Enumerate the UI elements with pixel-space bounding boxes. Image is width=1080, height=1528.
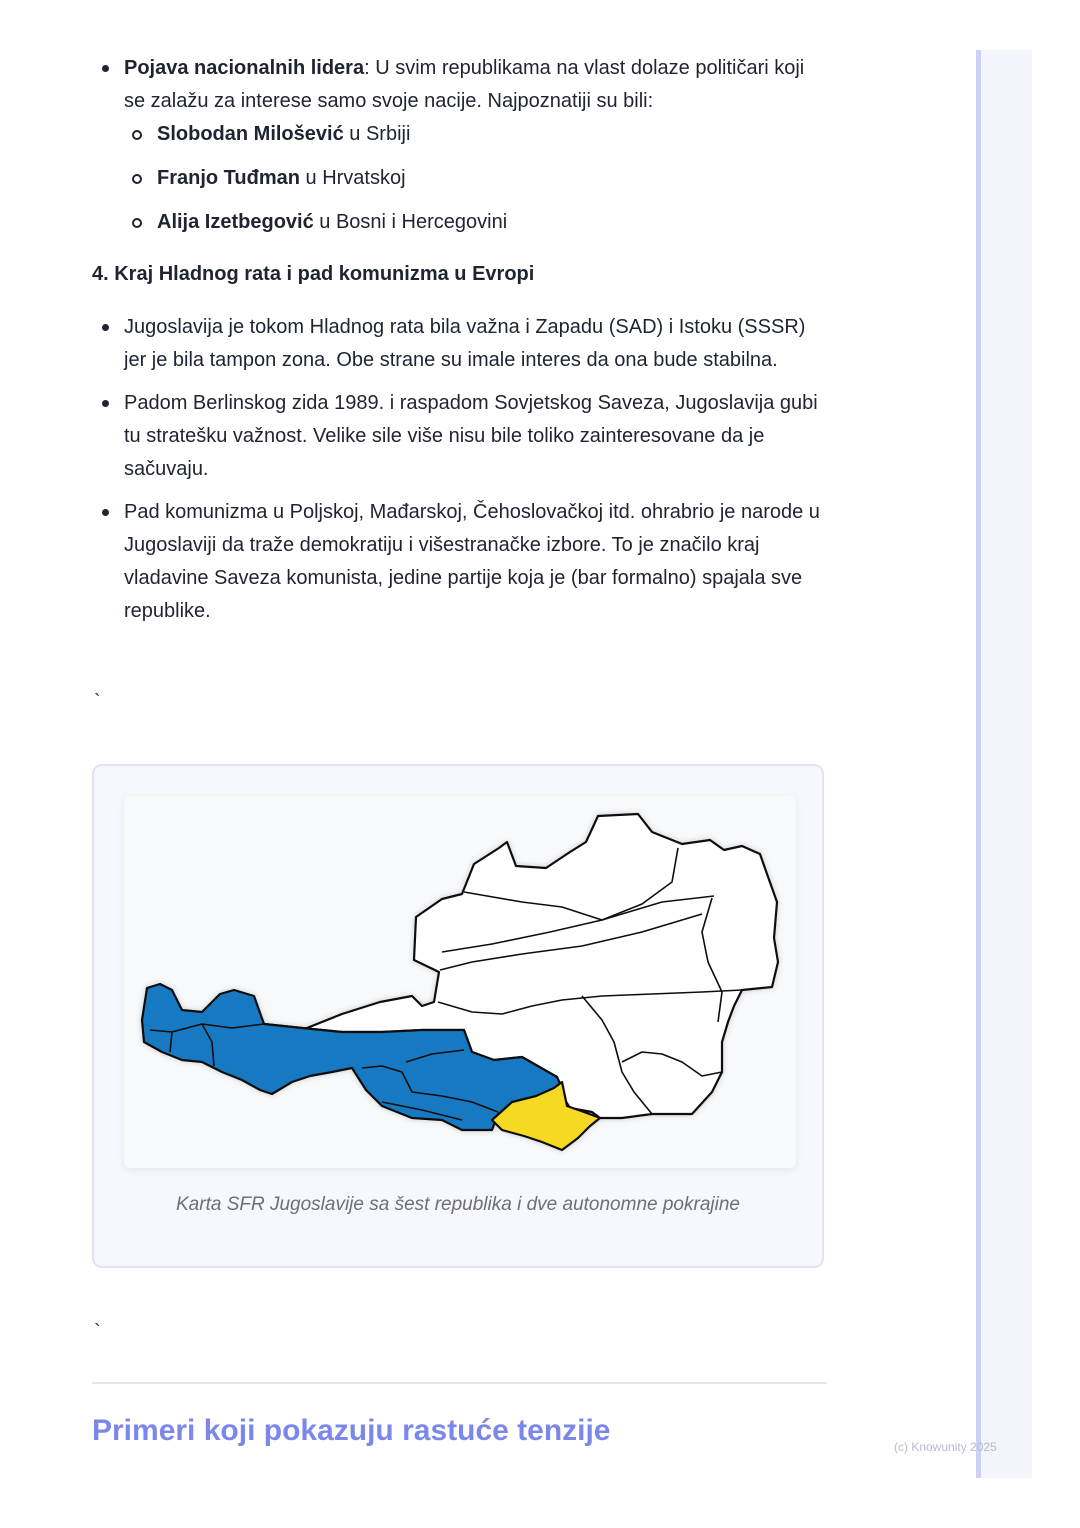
sidebar-accent-line xyxy=(976,50,981,1478)
leaders-sublist xyxy=(124,118,827,239)
sub-list-item xyxy=(124,118,827,151)
section-heading: 4. Kraj Hladnog rata i pad komunizma u Evropi xyxy=(92,263,535,285)
sub-list-item xyxy=(124,162,827,195)
stray-backtick: ` xyxy=(94,1321,101,1343)
leader-name: Alija Izetbegović xyxy=(157,211,314,233)
bold-term: Pojava nacionalnih lidera xyxy=(124,57,365,79)
list-item: Pad komunizma u Poljskoj, Mađarskoj, Čehoslovačkoj itd. ohrabrio je narode u Jugoslaviji da traže demokratiju i višestranačke izbore. To je značilo kraj vladavine Saveza komunista, jedine partije koja je (bar formalno) spajala sve republike. xyxy=(92,496,827,628)
list-item: Jugoslavija je tokom Hladnog rata bila važna i Zapadu (SAD) i Istoku (SSSR) jer je bila tampon zona. Obe strane su imale interes da ona bude stabilna. xyxy=(92,311,827,377)
section4-list xyxy=(92,311,827,628)
list-item xyxy=(92,52,827,239)
leader-place: u Hrvatskoj xyxy=(299,167,406,189)
leader-name: Slobodan Milošević xyxy=(157,123,344,145)
stray-backtick: ` xyxy=(94,691,101,713)
list-item: Padom Berlinskog zida 1989. i raspadom Sovjetskog Saveza, Jugoslavija gubi tu stratešku važnost. Velike sile više nisu bile toliko zainteresovane da je sačuvaju. xyxy=(92,387,827,486)
leaders-list xyxy=(92,52,827,239)
leader-name: Franjo Tuđman xyxy=(157,167,300,189)
figure-caption: Karta SFR Jugoslavije sa šest republika i dve autonomne pokrajine xyxy=(176,1194,740,1215)
right-sidebar xyxy=(976,50,1032,1478)
sub-list-item xyxy=(124,206,827,239)
item-text: : U svim republikama na vlast dolaze političari koji se zalažu za interese samo svoje nacije. Najpoznatiji su bili: xyxy=(124,57,805,112)
leader-place: u Srbiji xyxy=(343,123,411,145)
region-map xyxy=(124,796,796,1168)
article-content xyxy=(92,52,827,638)
leader-place: u Bosni i Hercegovini xyxy=(313,211,508,233)
next-section-heading: Primeri koji pokazuju rastuće tenzije xyxy=(92,1414,611,1447)
section-divider xyxy=(92,1382,827,1384)
map-image xyxy=(124,796,796,1168)
map-figure xyxy=(92,764,824,1268)
watermark: (c) Knowunity 2025 xyxy=(894,1440,997,1454)
